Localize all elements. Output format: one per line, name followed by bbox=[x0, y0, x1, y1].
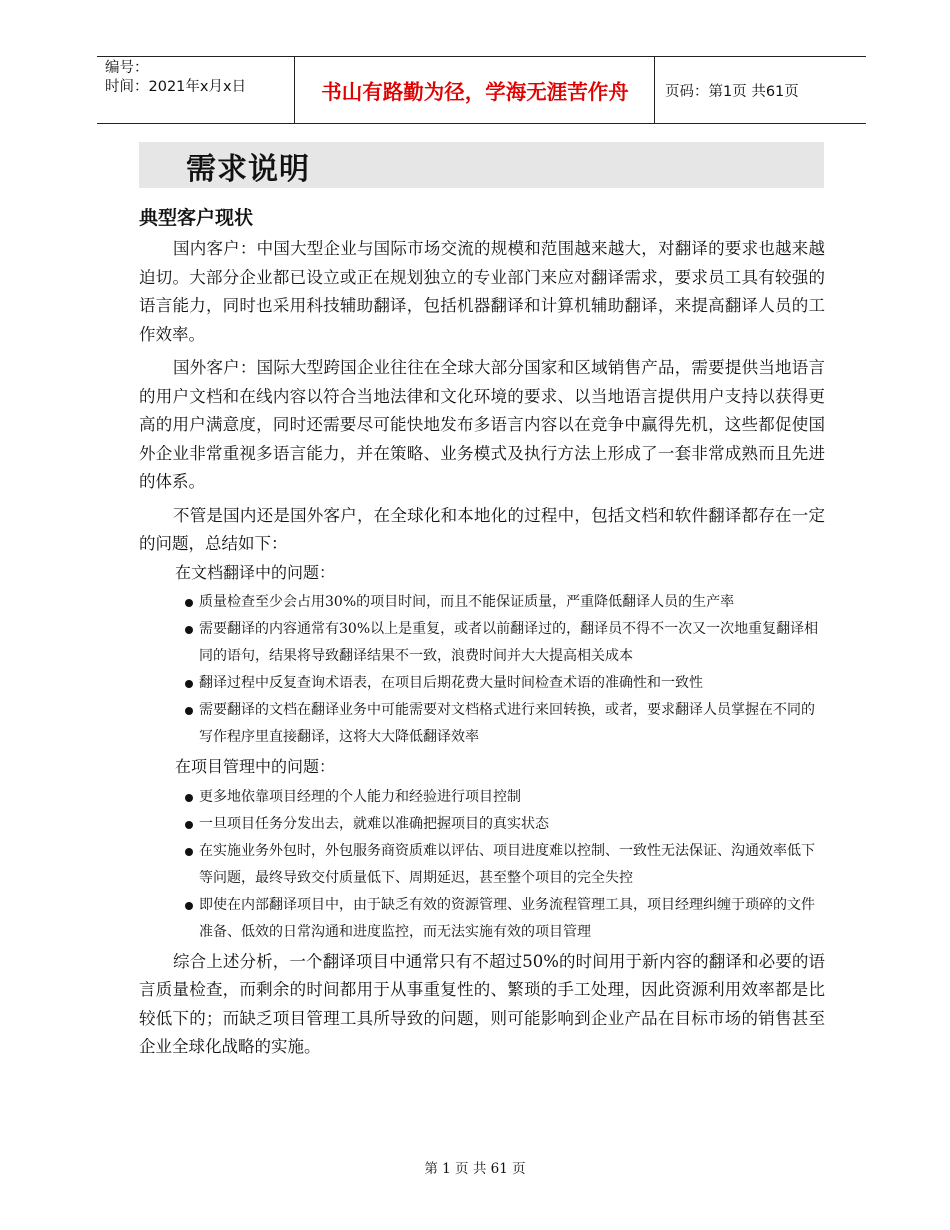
bullet-icon bbox=[185, 626, 193, 634]
header-motto: 书山有路勤为径，学海无涯苦作舟 bbox=[321, 80, 629, 104]
list-item: 即使在内部翻译项目中，由于缺乏有效的资源管理、业务流程管理工具，项目经理纠缠于琐碎的文件准备、低效的日常沟通和进度监控，而无法实施有效的项目管理 bbox=[139, 892, 825, 946]
section-heading: 典型客户现状 bbox=[139, 207, 254, 229]
header-divider bbox=[654, 57, 655, 123]
page-title: 需求说明 bbox=[186, 152, 310, 187]
pm-issues-list bbox=[139, 784, 825, 946]
body-content bbox=[139, 235, 825, 1062]
paragraph-foreign: 国外客户：国际大型跨国企业往往在全球大部分国家和区域销售产品，需要提供当地语言的用户文档和在线内容以符合当地法律和文化环境的要求、以当地语言提供用户支持以获得更高的用户满意度，同时还需要尽可能快地发布多语言内容以在竞争中赢得先机，这些都促使国外企业非常重视多语言能力，并在策略、业务模式及执行方法上形成了一套非常成熟而且先进的体系。 bbox=[139, 358, 825, 491]
list-item: 需要翻译的文档在翻译业务中可能需要对文档格式进行来回转换，或者，要求翻译人员掌握在不同的写作程序里直接翻译，这将大大降低翻译效率 bbox=[139, 697, 825, 751]
document-header bbox=[97, 56, 866, 124]
header-divider bbox=[294, 57, 295, 123]
list-item: 质量检查至少会占用30%的项目时间，而且不能保证质量，严重降低翻译人员的生产率 bbox=[139, 589, 825, 616]
list-item: 翻译过程中反复查询术语表，在项目后期花费大量时间检查术语的准确性和一致性 bbox=[139, 670, 825, 697]
paragraph-domestic: 国内客户：中国大型企业与国际市场交流的规模和范围越来越大，对翻译的要求也越来越迫切。大部分企业都已设立或正在规划独立的专业部门来应对翻译需求，要求员工具有较强的语言能力，同时也采用科技辅助翻译，包括机器翻译和计算机辅助翻译，来提高翻译人员的工作效率。 bbox=[139, 239, 825, 344]
bullet-icon bbox=[185, 707, 193, 715]
list-item: 需要翻译的内容通常有30%以上是重复，或者以前翻译过的，翻译员不得不一次又一次地重复翻译相同的语句，结果将导致翻译结果不一致，浪费时间并大大提高相关成本 bbox=[139, 616, 825, 670]
bullet-icon bbox=[185, 794, 193, 802]
bullet-icon bbox=[185, 848, 193, 856]
page-footer: 第 1 页 共 61 页 bbox=[424, 1161, 526, 1177]
doc-issues-list bbox=[139, 589, 825, 751]
paragraph-both: 不管是国内还是国外客户，在全球化和本地化的过程中，包括文档和软件翻译都存在一定的问题，总结如下： bbox=[139, 505, 825, 553]
header-meta bbox=[105, 59, 246, 97]
doc-issues-label: 在文档翻译中的问题： bbox=[175, 562, 336, 582]
bullet-icon bbox=[185, 821, 193, 829]
paragraph-summary: 综合上述分析，一个翻译项目中通常只有不超过50%的时间用于新内容的翻译和必要的语言质量检查，而剩余的时间都用于从事重复性的、繁琐的手工处理，因此资源利用效率都是比较低下的；而缺乏项目管理工具所导致的问题，则可能影响到企业产品在目标市场的销售甚至企业全球化战略的实施。 bbox=[139, 951, 825, 1056]
serial-label: 编号： bbox=[105, 60, 149, 76]
list-item: 更多地依靠项目经理的个人能力和经验进行项目控制 bbox=[139, 784, 825, 811]
bullet-icon bbox=[185, 902, 193, 910]
time-label: 时间：2021年x月x日 bbox=[105, 79, 247, 95]
header-page-info: 页码：第1页 共61页 bbox=[665, 83, 799, 100]
list-item: 在实施业务外包时，外包服务商资质难以评估、项目进度难以控制、一致性无法保证、沟通效率低下等问题，最终导致交付质量低下、周期延迟，甚至整个项目的完全失控 bbox=[139, 838, 825, 892]
list-item: 一旦项目任务分发出去，就难以准确把握项目的真实状态 bbox=[139, 811, 825, 838]
title-bar bbox=[139, 142, 824, 188]
bullet-icon bbox=[185, 680, 193, 688]
pm-issues-label: 在项目管理中的问题： bbox=[175, 757, 336, 776]
bullet-icon bbox=[185, 599, 193, 607]
